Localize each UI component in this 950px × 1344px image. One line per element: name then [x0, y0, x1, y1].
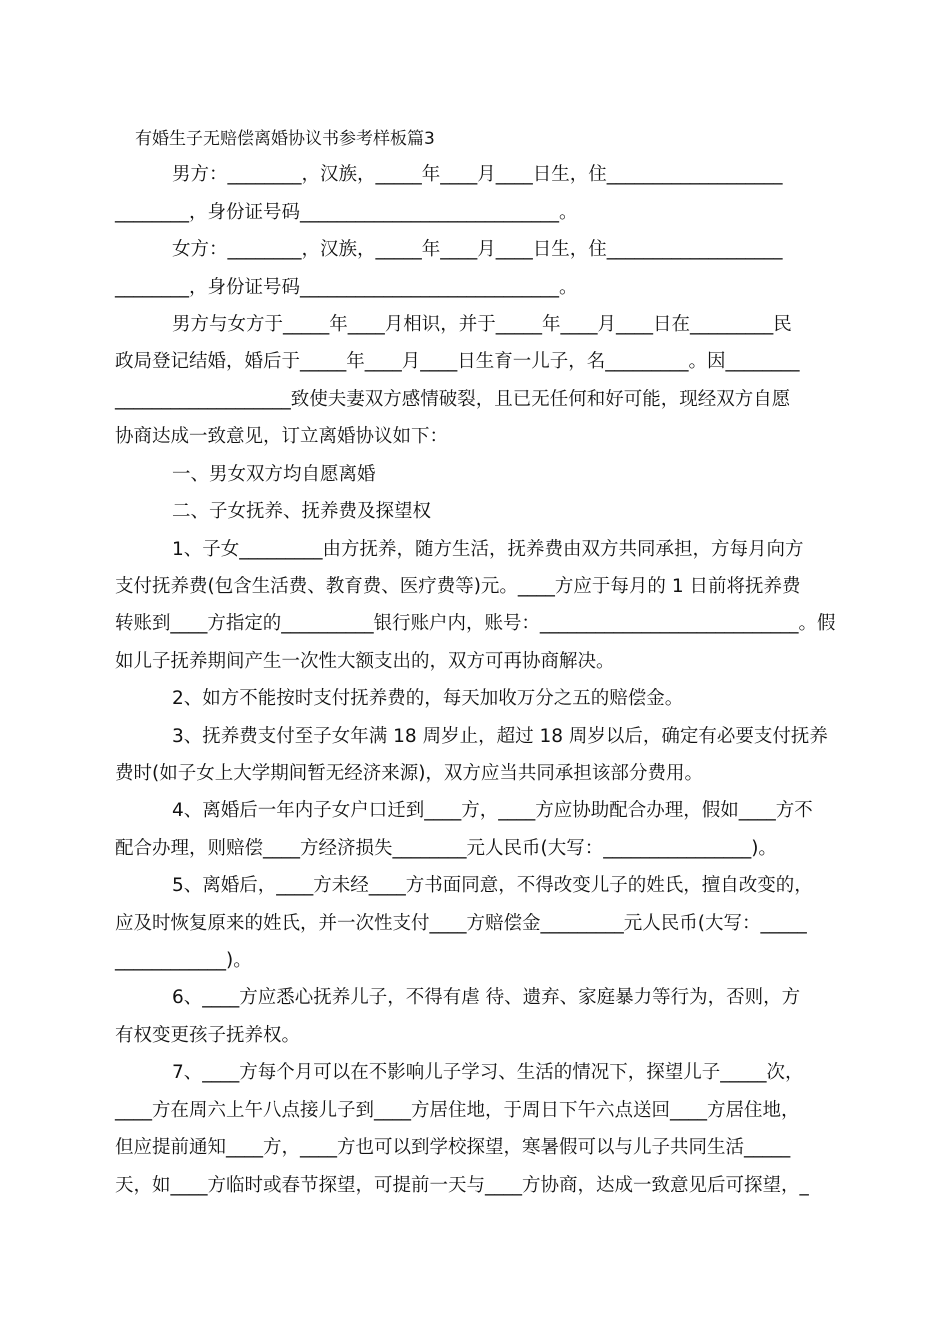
paragraph-line: 政局登记结婚，婚后于_____年____月____日生育一儿子，名_________。因________ [115, 351, 800, 372]
paragraph-line: 7、____方每个月可以在不影响儿子学习、生活的情况下，探望儿子_____次， [172, 1062, 804, 1083]
paragraph-line: ____方在周六上午八点接儿子到____方居住地，于周日下午六点送回____方居住地， [115, 1100, 800, 1121]
paragraph-line: 5、离婚后，____方未经____方书面同意，不得改变儿子的姓氏，擅自改变的， [172, 875, 813, 896]
paragraph-line: 6、____方应悉心抚养儿子，不得有虐 待、遗弃、家庭暴力等行为，否则，方 [172, 987, 801, 1008]
document-title: 有婚生子无赔偿离婚协议书参考样板篇3 [135, 129, 435, 149]
paragraph-line: ________，身份证号码____________________________。 [115, 277, 578, 298]
paragraph-line: 男方与女方于_____年____月相识，并于_____年____月____日在_________民 [172, 314, 792, 335]
paragraph-line: 费时(如子女上大学期间暂无经济来源)，双方应当共同承担该部分费用。 [115, 763, 703, 784]
paragraph-line: 女方：________，汉族，_____年____月____日生，住___________________ [172, 239, 783, 260]
paragraph-line: 配合办理，则赔偿____方经济损失________元人民币(大写：________________)。 [115, 838, 777, 859]
paragraph-line: 如儿子抚养期间产生一次性大额支出的，双方可再协商解决。 [115, 651, 615, 672]
paragraph-line: 1、子女_________由方抚养，随方生活，抚养费由双方共同承担，方每月向方 [172, 539, 804, 560]
paragraph-line: 男方：________，汉族，_____年____月____日生，住___________________ [172, 164, 783, 185]
paragraph-line: 协商达成一致意见，订立离婚协议如下： [115, 426, 449, 447]
paragraph-line: 4、离婚后一年内子女户口迁到____方，____方应协助配合办理，假如____方不 [172, 800, 813, 821]
paragraph-line: 支付抚养费(包含生活费、教育费、医疗费等)元。____方应于每月的 1 日前将抚养费 [115, 576, 801, 597]
paragraph-line: 但应提前通知____方，____方也可以到学校探望，寒暑假可以与儿子共同生活_____ [115, 1137, 791, 1158]
paragraph-line: 天，如____方临时或春节探望，可提前一天与____方协商，达成一致意见后可探望，_ [115, 1175, 809, 1196]
section-heading: 二、子女抚养、抚养费及探望权 [172, 501, 432, 522]
paragraph-line: 有权变更孩子抚养权。 [115, 1025, 301, 1046]
paragraph-line: 3、抚养费支付至子女年满 18 周岁止，超过 18 周岁以后，确定有必要支付抚养 [172, 726, 828, 747]
paragraph-line: 应及时恢复原来的姓氏，并一次性支付____方赔偿金_________元人民币(大写：_____ [115, 913, 807, 934]
paragraph-line: 转账到____方指定的__________银行账户内，账号：____________________________。假 [115, 613, 836, 634]
paragraph-line: ____________)。 [115, 950, 252, 971]
section-heading: 一、男女双方均自愿离婚 [172, 464, 376, 485]
paragraph-line: ___________________致使夫妻双方感情破裂，且已无任何和好可能，现经双方自愿 [115, 389, 791, 410]
paragraph-line: ________，身份证号码____________________________。 [115, 202, 578, 223]
paragraph-line: 2、如方不能按时支付抚养费的，每天加收万分之五的赔偿金。 [172, 688, 684, 709]
